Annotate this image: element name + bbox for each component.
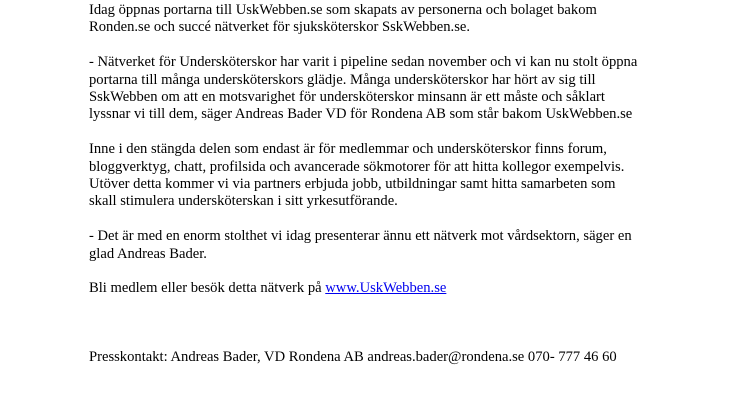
text-line: Inne i den stängda delen som endast är för medlemmar och undersköterskor finns forum, [89,141,607,158]
cta-text: Bli medlem eller besök detta nätverk på [89,280,326,297]
text-line: Ronden.se och succé nätverket för sjuksköterskor SskWebben.se. [89,19,471,36]
text-line: Idag öppnas portarna till UskWebben.se som skapats av personerna och bolaget bakom [89,2,597,18]
uskwebben-link[interactable]: www.UskWebben.se [325,280,447,297]
paragraph-quote-launch [89,54,729,124]
press-contact: Presskontakt: Andreas Bader, VD Rondena AB andreas.bader@rondena.se 070- 777 46 60 [89,349,617,365]
text-line: portarna till många undersköterskors glädje. Många undersköterskor har hört av sig till [89,71,596,88]
text-line: skall stimulera undersköterskan i sitt yrkesutförande. [89,193,398,210]
text-line: lyssnar vi till dem, säger Andreas Bader VD för Rondena AB som står bakom UskWebben.se [89,106,633,123]
text-line: - Nätverket för Undersköterskor har varit i pipeline sedan november och vi kan nu stolt öppna [89,54,638,71]
text-line: glad Andreas Bader. [89,245,207,262]
text-line: Utöver detta kommer vi via partners erbjuda jobb, utbildningar samt hitta samarbeten som [89,176,616,193]
text-line: bloggverktyg, chatt, profilsida och avancerade sökmotorer för att hitta kollegor exempelvis. [89,158,625,175]
paragraph-quote-pride [89,228,729,263]
paragraph-features [89,141,729,211]
document-body [89,0,729,315]
paragraph-cta [89,280,729,297]
text-line: SskWebben om att en motsvarighet för undersköterskor minsann är ett måste och såklart [89,89,605,106]
paragraph-intro [89,2,729,37]
text-line: - Det är med en enorm stolthet vi idag presenterar ännu ett nätverk mot vårdsektorn, säger en [89,228,632,245]
